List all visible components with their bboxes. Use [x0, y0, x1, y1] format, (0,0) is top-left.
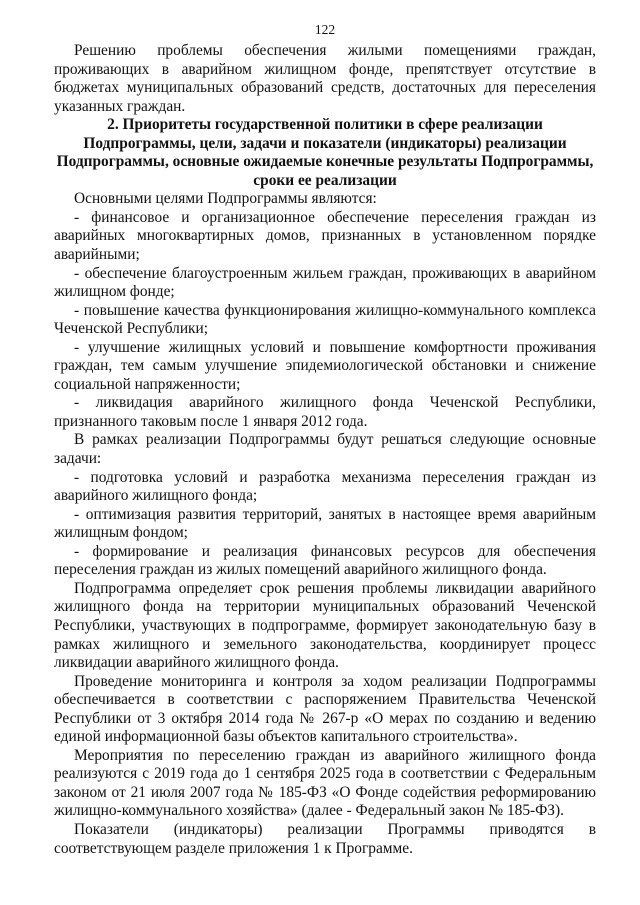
goals-lead: Основными целями Подпрограммы являются:	[74, 190, 377, 208]
task-item: - подготовка условий и разработка механизма переселения граждан из аварийного жилищного фонда;	[54, 468, 596, 505]
task-item: - оптимизация развития территорий, занятых в настоящее время аварийным жилищным фондом;	[54, 505, 596, 542]
intro-paragraph: Решению проблемы обеспечения жилыми помещениями граждан, проживающих в аварийном жилищном фонде, препятствует отсутствие в бюджетах муниципальных образований средств, достаточных для переселения указанных граждан.	[54, 42, 596, 115]
monitoring-paragraph: Проведение мониторинга и контроля за ходом реализации Подпрограммы обеспечивается в соответствии с распоряжением Правительства Чеченской Республики от 3 октября 2014 года № 267-р «О мерах по созданию и ведению единой информационной базы объектов капитального строительства».	[54, 672, 596, 746]
goal-item: - улучшение жилищных условий и повышение комфортности проживания граждан, тем самым улучшение эпидемиологической обстановки и снижение социальной напряженности;	[54, 338, 596, 393]
goal-item: - обеспечение благоустроенным жильем граждан, проживающих в аварийном жилищном фонде;	[54, 264, 596, 301]
goal-item: - повышение качества функционирования жилищно-коммунального комплекса Чеченской Республики;	[54, 301, 596, 338]
page-number: 122	[314, 22, 336, 37]
goal-item: - ликвидация аварийного жилищного фонда Чеченской Республики, признанного таковым после 1 января 2012 года.	[54, 394, 596, 430]
task-item: - формирование и реализация финансовых ресурсов для обеспечения переселения граждан из жилых помещений аварийного жилищного фонда.	[54, 542, 596, 579]
indicators-paragraph: Показатели (индикаторы) реализации Программы приводятся в соответствующем разделе приложения 1 к Программе.	[54, 820, 596, 857]
document-page	[54, 22, 596, 858]
measures-paragraph: Мероприятия по переселению граждан из аварийного жилищного фонда реализуются с 2019 года до 1 сентября 2025 года в соответствии с Федеральным законом от 21 июля 2007 года № 185-ФЗ «О Фонде содействия реформированию жилищно-коммунального хозяйства» (далее - Федеральный закон № 185-ФЗ).	[54, 746, 596, 820]
term-paragraph: Подпрограмма определяет срок решения проблемы ликвидации аварийного жилищного фонда на территории муниципальных образований Чеченской Республики, участвующих в подпрограмме, формирует законодательную базу в рамках жилищного и земельного законодательства, координирует процесс ликвидации аварийного жилищного фонда.	[54, 579, 596, 672]
section-heading: 2. Приоритеты государственной политики в сфере реализации Подпрограммы, цели, задачи и показатели (индикаторы) реализации Подпрограммы, основные ожидаемые конечные результаты Подпрограммы, сроки ее реализации	[56, 116, 594, 189]
tasks-lead: В рамках реализации Подпрограммы будут решаться следующие основные задачи:	[54, 431, 596, 468]
goal-item: - финансовое и организационное обеспечение переселения граждан из аварийных многоквартирных домов, признанных в установленном порядке аварийными;	[54, 208, 596, 264]
